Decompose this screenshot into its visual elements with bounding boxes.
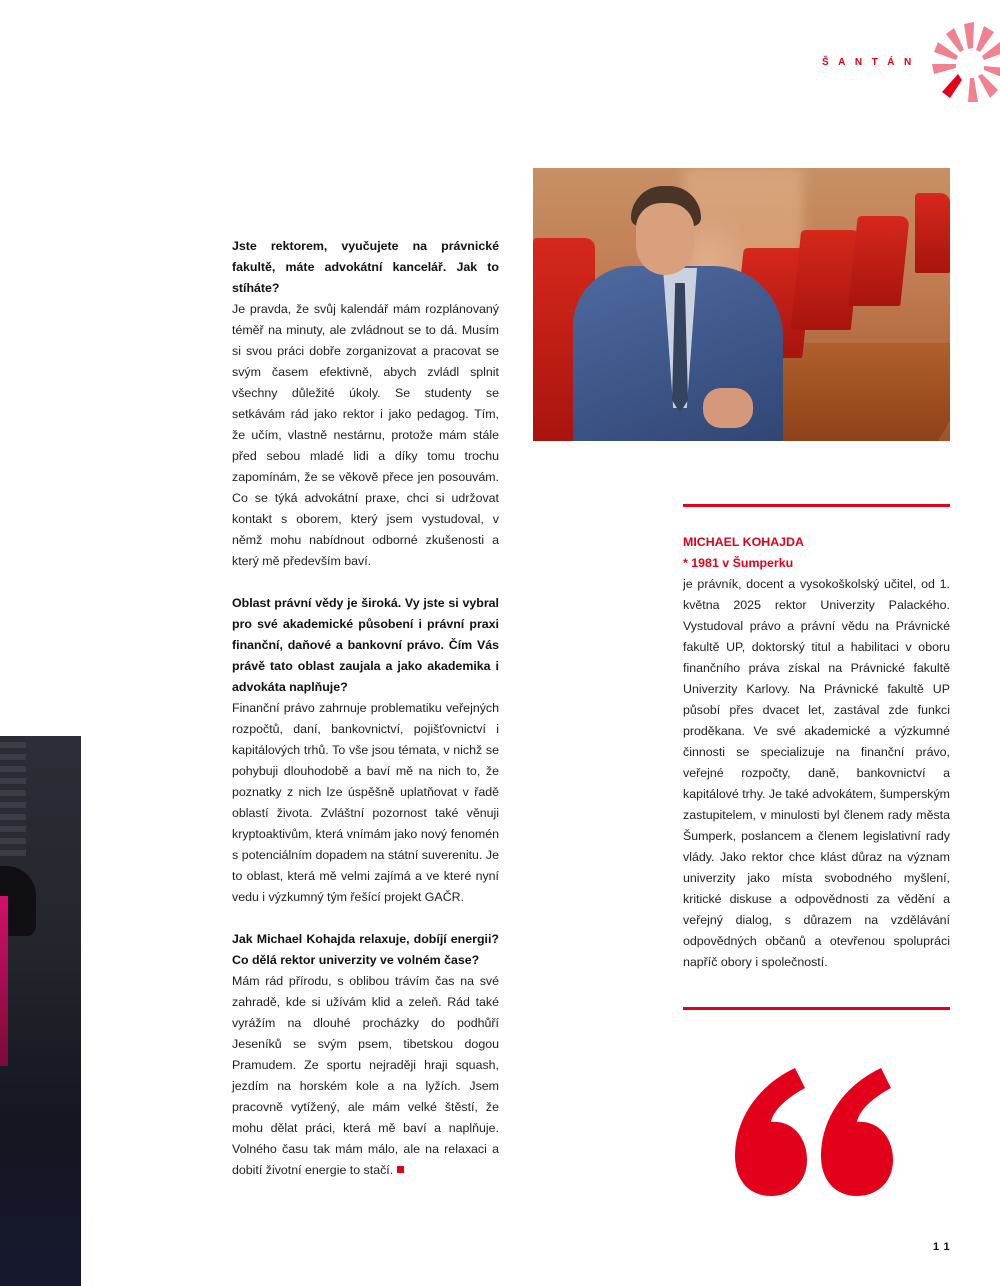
santan-flower-logo-icon xyxy=(930,20,1000,104)
bio-top-rule xyxy=(683,504,950,507)
ceremony-photo xyxy=(0,736,81,1286)
interview-column xyxy=(232,236,499,1181)
bio-box xyxy=(683,532,950,973)
end-of-article-mark-icon xyxy=(397,1166,404,1173)
interview-answer-final xyxy=(232,971,499,1181)
interview-question: Jste rektorem, vyučujete na právnické fakultě, máte advokátní kancelář. Jak to stíháte? xyxy=(232,239,499,295)
interview-answer: Finanční právo zahrnuje problematiku veřejných rozpočtů, daní, bankovnictví, pojišťovnictví i kapitálových trhů. To vše jsou témata, v nichž se pohybuji dlouhodobě a baví mě na nich to, že poznatky z nich lze úspěšně uplatňovat v řadě oblastí života. Zvláštní pozornost také věnuji kryptoaktivům, která vnímám jako nový fenomén s potenciálním dopadem na státní suverenitu. Je to oblast, která mě velmi zajímá a ve které nyní vedu i výzkumný tým řešící projekt GAČR. xyxy=(232,701,499,904)
portrait-photo xyxy=(533,168,950,441)
interview-answer: Je pravda, že svůj kalendář mám rozplánovaný téměř na minuty, ale zvládnout se to dá. Musím si svou práci dobře zorganizovat a pracovat se svým časem efektivně, abych zvládl splnit všechny důležité úkoly. Se studenty se setkávám rád jako rektor i jako pedagog. Tím, že učím, vlastně nestárnu, protože mám stále před sebou mladé lidi a díky tomu trochu zapomínám, že se věkově přece jen posouvám. Co se týká advokátní praxe, chci si udržovat kontakt s oborem, který jsem vystudoval, v němž mohu nabídnout odborné zkušenosti a který mě především baví. xyxy=(232,302,499,568)
bio-text: je právník, docent a vysokoškolský učitel, od 1. května 2025 rektor Univerzity Palackého. Vystudoval právo a právní vědu na Právnické fakultě UP, doktorský titul a habilitaci v oboru finančního práva získal na Právnické fakultě Univerzity Karlovy. Na Právnické fakultě UP působí přes dvacet let, zastával zde funkci proděkana. Ve své akademické a výzkumné činnosti se specializuje na finanční právo, veřejné rozpočty, daně, bankovnictví a kapitálové trhy. Je také advokátem, šumperským zastupitelem, v minulosti byl členem rady města Šumperk, poslancem a členem legislativní rady vlády. Jako rektor chce klást důraz na význam univerzity jako místa svobodného myšlení, kritické diskuse a odpovědnosti za vědění a veřejný dialog, s důrazem na vzdělávání odpovědných občanů a otevřenou spolupráci napříč obory i společností. xyxy=(683,577,950,969)
bio-name: MICHAEL KOHAJDA xyxy=(683,535,804,549)
interview-answer-text: Mám rád přírodu, s oblibou trávím čas na své zahradě, kde si užívám klid a zeleň. Rád také vyrážím na dlouhé procházky do podhůří Jeseníků se svým psem, tibetskou dogou Pramudem. Ze sportu nejraději hraji squash, jezdím na horském kole a na lyžích. Jsem pracovně vytížený, ale mám velké štěstí, že mohu dělat práci, která mě baví a naplňuje. Volného času tak mám málo, ale na relaxaci a dobití životní energie to stačí. xyxy=(232,974,499,1177)
page-number: 11 xyxy=(933,1241,955,1253)
bio-birth: * 1981 v Šumperku xyxy=(683,556,794,570)
masthead: ŠANTÁN xyxy=(822,57,921,68)
opening-quote-icon xyxy=(733,1060,913,1200)
interview-question: Jak Michael Kohajda relaxuje, dobíjí energii? Co dělá rektor univerzity ve volném čase? xyxy=(232,932,499,967)
bio-bottom-rule xyxy=(683,1007,950,1010)
interview-question: Oblast právní vědy je široká. Vy jste si vybral pro své akademické působení i právní praxi finanční, daňové a bankovní právo. Čím Vás právě tato oblast zaujala a jako akademika i advokáta naplňuje? xyxy=(232,596,499,694)
